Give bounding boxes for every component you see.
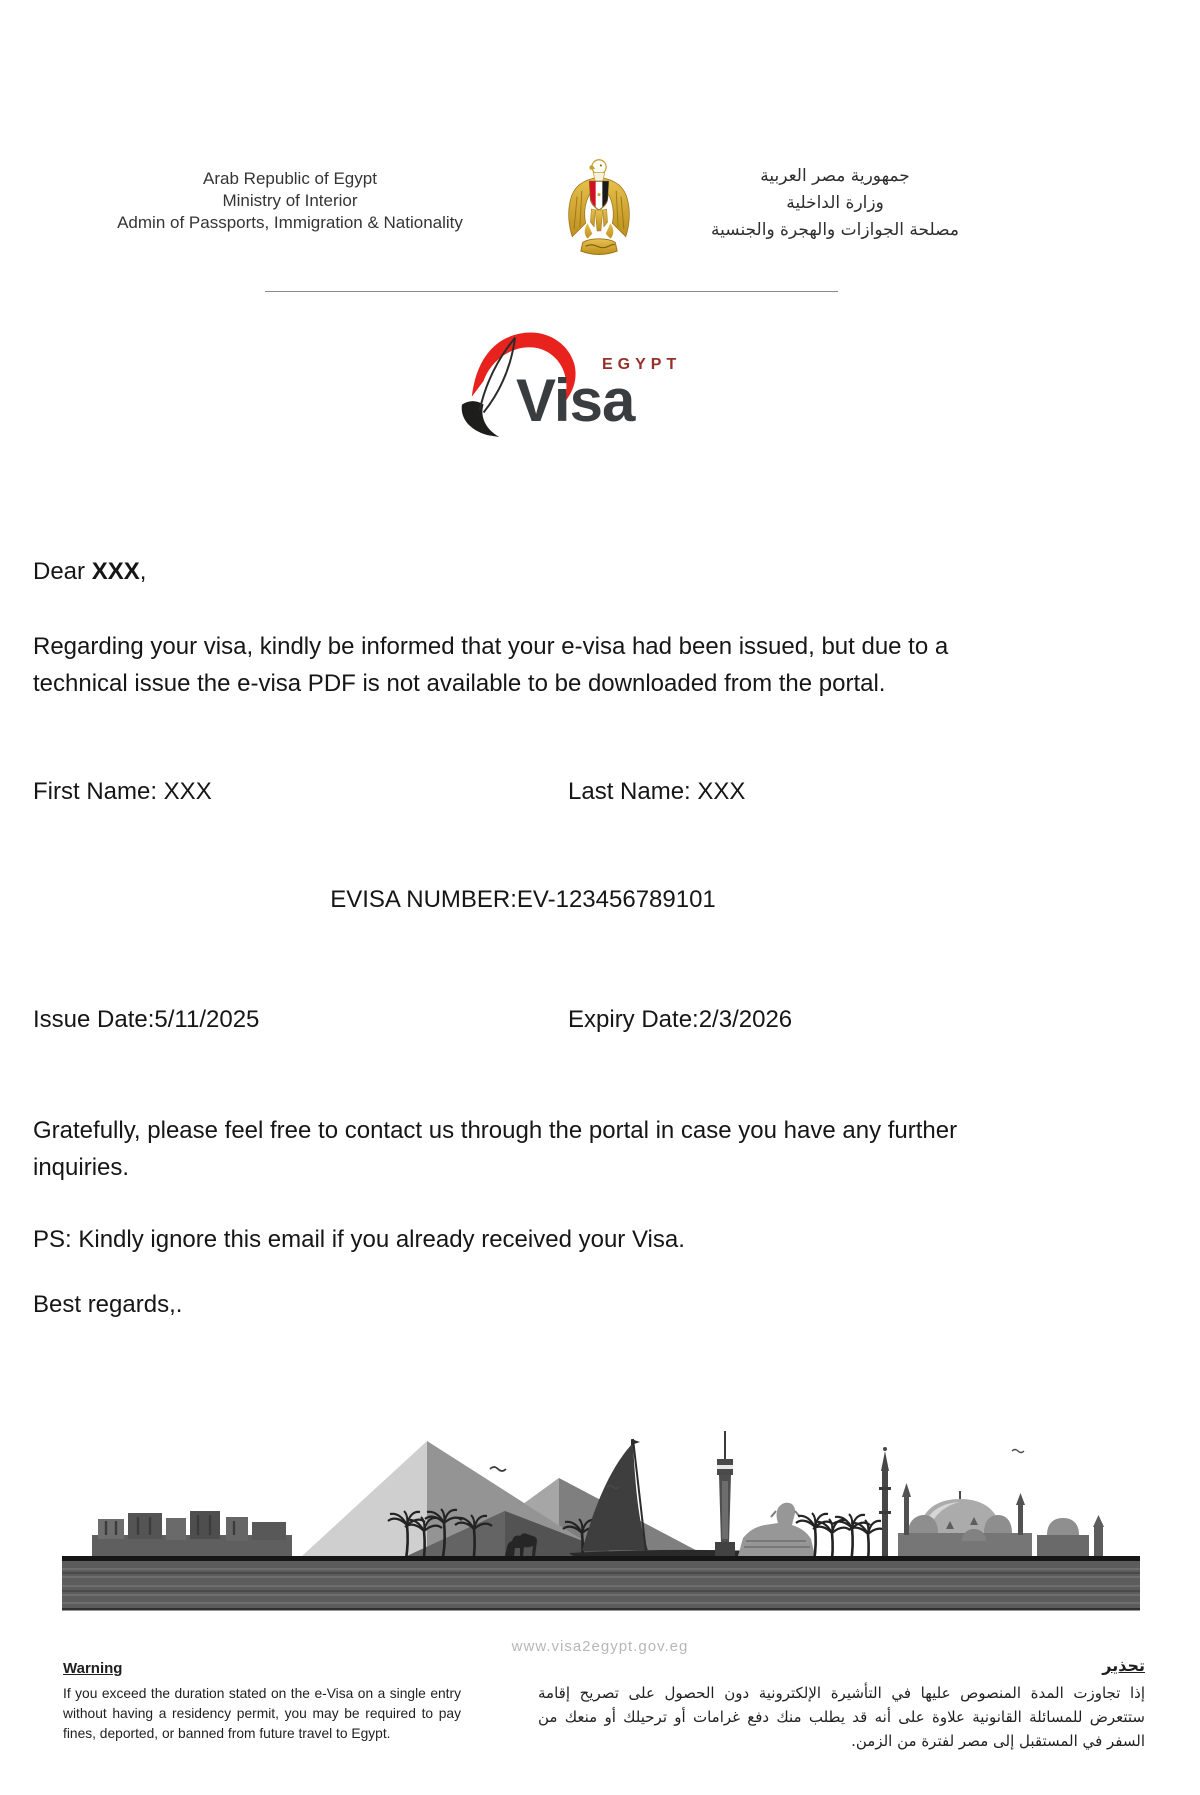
issue-date-line: Issue Date:5/11/2025 [33, 1006, 260, 1033]
contact-paragraph: Gratefully, please feel free to contact us through the portal in case you have any further inquiries. [33, 1117, 958, 1181]
ministry-header-arabic [672, 163, 998, 244]
salutation-prefix: Dear [33, 558, 92, 585]
header-divider [265, 291, 838, 292]
salutation-name: XXX [91, 558, 140, 585]
ministry-header-english [88, 168, 492, 234]
logo-egypt-label: EGYPT [602, 356, 682, 373]
warning-english [63, 1660, 461, 1744]
portal-url-watermark: www.visa2egypt.gov.eg [511, 1638, 689, 1655]
intro-paragraph: Regarding your visa, kindly be informed that your e-visa had been issued, but due to a technical issue the e-visa PDF is not available to be downloaded from the portal. [33, 633, 949, 697]
header-line-ar: وزارة الداخلية [786, 193, 884, 213]
evisa-logo [452, 318, 722, 440]
header-line-ar: مصلحة الجوازات والهجرة والجنسية [711, 220, 959, 240]
expiry-date-line: Expiry Date:2/3/2026 [568, 1006, 793, 1033]
warning-title-en: Warning [63, 1660, 123, 1677]
egypt-eagle-emblem-icon [556, 154, 642, 262]
header-line-en: Admin of Passports, Immigration & Nationality [117, 213, 463, 232]
egypt-landmarks-skyline-icon [62, 1423, 1140, 1615]
warning-body-ar: إذا تجاوزت المدة المنصوص عليها في التأشيرة الإلكترونية دون الحصول على تصريح إقامة ستتعرض للمسائلة القانونية علاوة على أنه قد يطلب منك دفع غرامات أو ترحيلك أو منعك من السفر في المستقبل إلى مصر لفترة من الزمن. [538, 1684, 1145, 1750]
evisa-number-line: EVISA NUMBER:EV-123456789101 [330, 886, 716, 913]
salutation-suffix: , [139, 558, 147, 585]
ps-line: PS: Kindly ignore this email if you already received your Visa. [33, 1226, 685, 1253]
header-line-ar: جمهورية مصر العربية [760, 166, 910, 186]
warning-arabic [538, 1656, 1145, 1753]
salutation [33, 558, 146, 586]
warning-title-ar: تحذير [1102, 1656, 1145, 1675]
header-line-en: Arab Republic of Egypt [203, 169, 377, 188]
header-line-en: Ministry of Interior [222, 191, 358, 210]
last-name-line: Last Name: XXX [568, 778, 746, 805]
warning-body-en: If you exceed the duration stated on the e-Visa on a single entry without having a residency permit, you may be required to pay fines, deported, or banned from future travel to Egypt. [63, 1686, 461, 1741]
logo-visa-label: Visa [516, 367, 635, 434]
first-name-line: First Name: XXX [33, 778, 212, 805]
closing-line: Best regards,. [33, 1291, 183, 1318]
